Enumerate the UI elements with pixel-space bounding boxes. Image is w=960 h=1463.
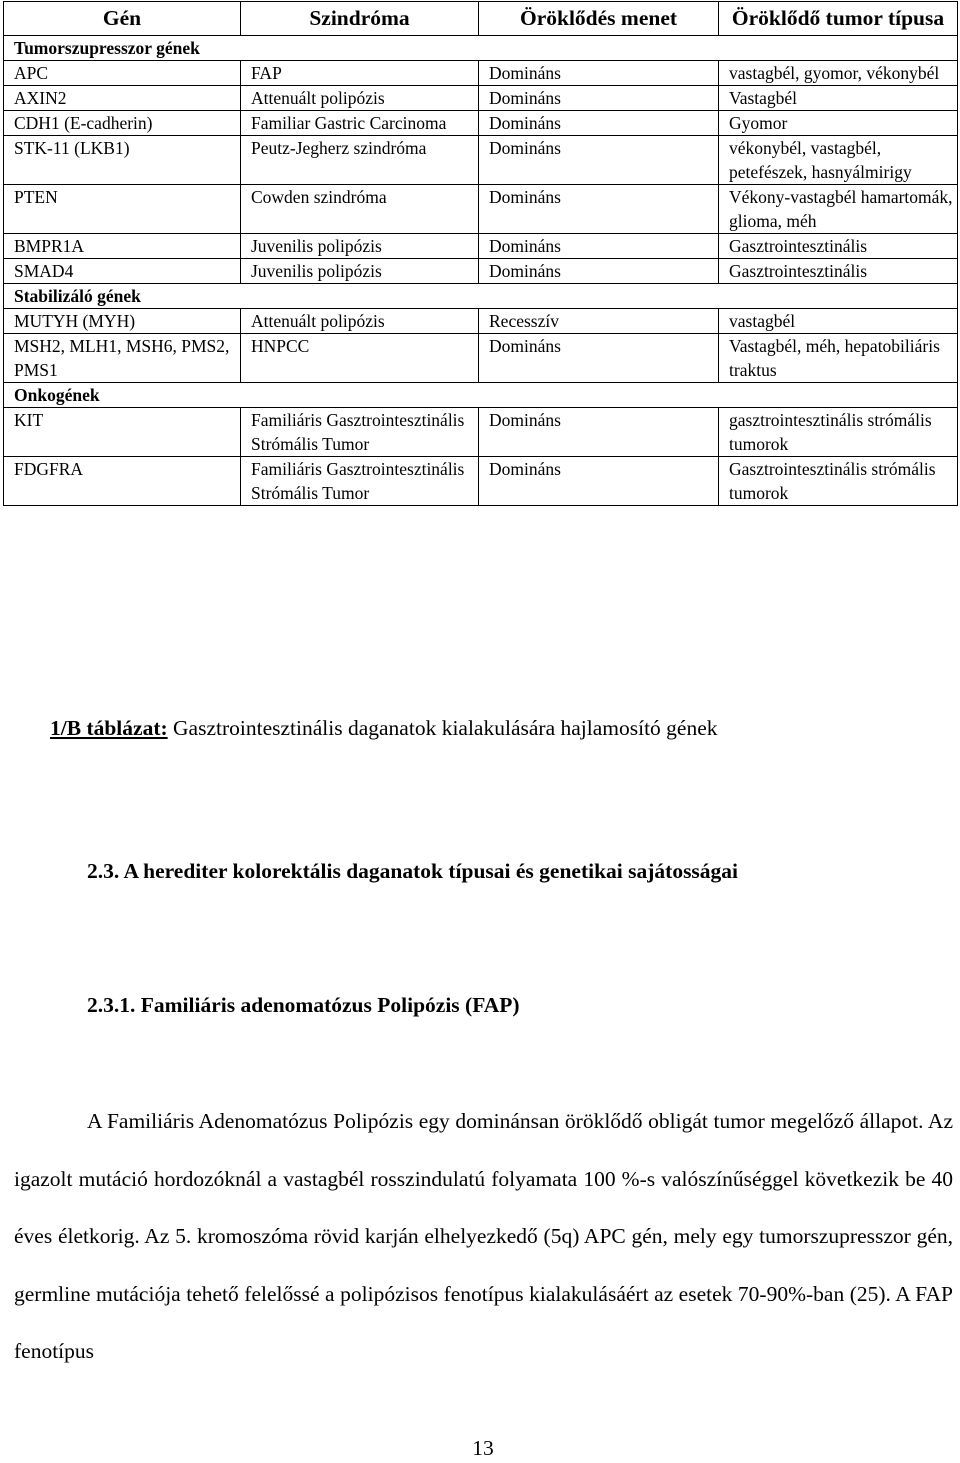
syndrome-cell: Peutz-Jegherz szindróma	[241, 136, 479, 185]
inheritance-cell: Domináns	[479, 334, 719, 383]
table-row	[4, 234, 958, 259]
syndrome-cell: Familiar Gastric Carcinoma	[241, 111, 479, 136]
gene-cell: KIT	[4, 408, 241, 457]
tumor-type-cell: Gasztrointesztinális strómális tumorok	[719, 457, 958, 506]
header-syndrome: Szindróma	[241, 2, 479, 36]
table-row	[4, 136, 958, 185]
tumor-type-cell: vastagbél	[719, 309, 958, 334]
gene-cell: SMAD4	[4, 259, 241, 284]
header-gene: Gén	[4, 2, 241, 36]
gene-cell: BMPR1A	[4, 234, 241, 259]
syndrome-cell: Attenuált polipózis	[241, 86, 479, 111]
table-body	[4, 36, 958, 506]
syndrome-cell: Attenuált polipózis	[241, 309, 479, 334]
syndrome-cell: Cowden szindróma	[241, 185, 479, 234]
tumor-type-cell: Vastagbél	[719, 86, 958, 111]
table-row	[4, 334, 958, 383]
section-heading: 2.3. A herediter kolorektális daganatok típusai és genetikai sajátosságai	[87, 859, 739, 883]
tumor-type-cell: Gasztrointesztinális	[719, 259, 958, 284]
inheritance-cell: Domináns	[479, 111, 719, 136]
gene-table	[3, 1, 958, 506]
syndrome-cell: Familiáris Gasztrointesztinális Strómális Tumor	[241, 408, 479, 457]
table-row	[4, 309, 958, 334]
table-header-row	[4, 2, 958, 36]
gene-cell: STK-11 (LKB1)	[4, 136, 241, 185]
syndrome-cell: Familiáris Gasztrointesztinális Strómális Tumor	[241, 457, 479, 506]
syndrome-cell: Juvenilis polipózis	[241, 234, 479, 259]
section-row	[4, 284, 958, 309]
gene-cell: MSH2, MLH1, MSH6, PMS2, PMS1	[4, 334, 241, 383]
section-title: Onkogének	[4, 383, 958, 408]
gene-cell: PTEN	[4, 185, 241, 234]
inheritance-cell: Domináns	[479, 185, 719, 234]
syndrome-cell: FAP	[241, 61, 479, 86]
syndrome-cell: Juvenilis polipózis	[241, 259, 479, 284]
table-caption	[50, 716, 718, 741]
body-paragraph: A Familiáris Adenomatózus Polipózis egy dominánsan öröklődő obligát tumor megelőző állapot. Az igazolt mutáció hordozóknál a vastagbél rosszindulatú folyamata 100 %-s valószínűséggel következik be 40 éves életkorig. Az 5. kromoszóma rövid karján elhelyezkedő (5q) APC gén, mely egy tumorszupresszor gén, germline mutációja tehető felelőssé a polipózisos fenotípus kialakulásáért az esetek 70-90%-ban (25). A FAP fenotípus	[14, 1109, 953, 1363]
table-row	[4, 408, 958, 457]
table-row	[4, 259, 958, 284]
table-row	[4, 457, 958, 506]
section-title: Tumorszupresszor gének	[4, 36, 958, 61]
inheritance-cell: Domináns	[479, 234, 719, 259]
table-row	[4, 86, 958, 111]
tumor-type-cell: Gyomor	[719, 111, 958, 136]
tumor-type-cell: vastagbél, gyomor, vékonybél	[719, 61, 958, 86]
header-inheritance: Öröklődés menet	[479, 2, 719, 36]
gene-cell: AXIN2	[4, 86, 241, 111]
inheritance-cell: Domináns	[479, 259, 719, 284]
section-title: Stabilizáló gének	[4, 284, 958, 309]
section-row	[4, 36, 958, 61]
table-row	[4, 61, 958, 86]
gene-cell: APC	[4, 61, 241, 86]
caption-text: Gasztrointesztinális daganatok kialakulására hajlamosító gének	[173, 716, 718, 740]
table-row	[4, 111, 958, 136]
syndrome-cell: HNPCC	[241, 334, 479, 383]
gene-cell: CDH1 (E-cadherin)	[4, 111, 241, 136]
gene-cell: MUTYH (MYH)	[4, 309, 241, 334]
gene-cell: FDGFRA	[4, 457, 241, 506]
caption-label: 1/B táblázat:	[50, 716, 168, 740]
tumor-type-cell: Vastagbél, méh, hepatobiliáris traktus	[719, 334, 958, 383]
inheritance-cell: Domináns	[479, 457, 719, 506]
table-row	[4, 185, 958, 234]
subsection-heading: 2.3.1. Familiáris adenomatózus Polipózis (FAP)	[87, 993, 520, 1017]
inheritance-cell: Domináns	[479, 61, 719, 86]
tumor-type-cell: Gasztrointesztinális	[719, 234, 958, 259]
tumor-type-cell: gasztrointesztinális strómális tumorok	[719, 408, 958, 457]
inheritance-cell: Domináns	[479, 136, 719, 185]
inheritance-cell: Domináns	[479, 86, 719, 111]
header-tumor-type: Öröklődő tumor típusa	[719, 2, 958, 36]
inheritance-cell: Recesszív	[479, 309, 719, 334]
tumor-type-cell: vékonybél, vastagbél, petefészek, hasnyálmirigy	[719, 136, 958, 185]
section-row	[4, 383, 958, 408]
page-number: 13	[472, 1436, 494, 1460]
tumor-type-cell: Vékony-vastagbél hamartomák, glioma, méh	[719, 185, 958, 234]
inheritance-cell: Domináns	[479, 408, 719, 457]
